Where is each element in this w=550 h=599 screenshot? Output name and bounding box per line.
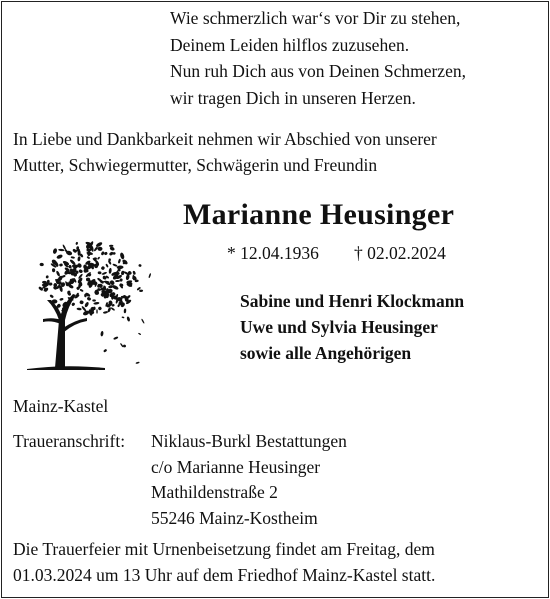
poem [170,6,466,112]
windblown-tree-icon [25,228,157,370]
leaf [122,259,129,266]
falling-leaf [148,273,151,278]
leaf [59,263,63,267]
leaf [68,265,72,269]
ceremony-line: 01.03.2024 um 13 Uhr auf dem Friedhof Mainz-Kastel statt. [13,564,436,585]
poem-line: Deinem Leiden hilflos zuzusehen. [170,34,410,55]
leaf [119,278,123,282]
leaf [69,259,76,266]
leaf [115,280,120,282]
leaf [46,275,49,278]
leaf [103,311,108,314]
leaf [93,302,99,305]
ceremony-line: Die Trauerfeier mit Urnenbeisetzung findet am Freitag, dem [13,539,435,559]
leaf [104,252,108,256]
falling-leaf [100,331,104,337]
address [151,429,347,531]
leaf [49,294,54,298]
falling-leaf [113,252,116,255]
intro-line: In Liebe und Dankbarkeit nehmen wir Abschied von unserer [13,129,437,149]
leaf [75,242,78,246]
leaf [52,248,57,255]
poem-line: Wie schmerzlich war‘s vor Dir zu stehen, [170,8,461,28]
poem-line: Nun ruh Dich aus von Deinen Schmerzen, [170,61,466,81]
ceremony-info [13,537,435,588]
place: Mainz-Kastel [13,396,109,416]
leaf [56,254,63,260]
leaf [78,269,83,274]
falling-leaf [141,318,145,323]
leaf [84,301,90,307]
falling-leaf [139,289,143,292]
mourner-line: Uwe und Sylvia Heusinger [240,317,438,337]
leaf [119,252,125,260]
falling-leaf [121,316,124,318]
falling-leaves [96,252,151,364]
leaf [59,298,64,301]
leaf [79,289,83,293]
intro-line: Mutter, Schwiegermutter, Schwägerin und Freundin [13,155,378,175]
leaf [121,270,125,275]
intro-text [13,127,437,179]
leaf [52,268,56,272]
leaf [84,269,88,273]
falling-leaf [138,264,141,267]
leaf [79,300,84,305]
falling-leaf [96,309,97,313]
leaf [77,256,81,261]
leaf [110,307,115,311]
falling-leaf [120,343,124,348]
mourner-line: sowie alle Angehörigen [240,343,412,363]
falling-leaf [113,336,118,340]
mourners [240,289,464,367]
falling-leaf [126,316,130,322]
leaf [77,262,83,268]
mourner-line: Sabine und Henri Klockmann [240,291,465,311]
falling-leaf [123,344,126,347]
leaf [97,256,100,260]
leaf [118,258,122,263]
leaf [109,245,113,247]
leaf [100,266,105,271]
leaf [71,302,76,307]
leaf [87,296,92,301]
leaf [56,270,61,277]
leaf [97,247,102,251]
death-date: † 02.02.2024 [354,243,446,263]
leaf [92,299,96,301]
leaf [108,268,112,274]
address-line: 55246 Mainz-Kostheim [151,507,318,528]
birth-date: * 12.04.1936 [227,243,319,263]
falling-leaf [124,308,127,313]
falling-leaf [103,349,107,353]
falling-leaf [138,333,141,336]
address-line: c/o Marianne Heusinger [151,456,321,477]
address-label: Traueranschrift: [13,431,126,451]
leaf [98,271,102,274]
leaf [39,263,44,267]
leaf [112,263,117,267]
address-line: Mathildenstraße 2 [151,482,278,502]
leaf [86,256,90,259]
leaf [109,246,115,251]
leaf [101,271,107,275]
leaf [76,307,81,310]
falling-leaf [135,361,139,364]
leaf [117,265,124,269]
poem-line: wir tragen Dich in unseren Herzen. [170,87,416,108]
leaf [58,249,65,252]
leaf [98,306,103,311]
deceased-name: Marianne Heusinger [183,198,455,231]
leaf [105,263,109,267]
leaf [67,291,72,297]
leaf [132,270,136,275]
leaf [71,256,75,259]
address-line: Niklaus-Burkl Bestattungen [151,431,347,451]
